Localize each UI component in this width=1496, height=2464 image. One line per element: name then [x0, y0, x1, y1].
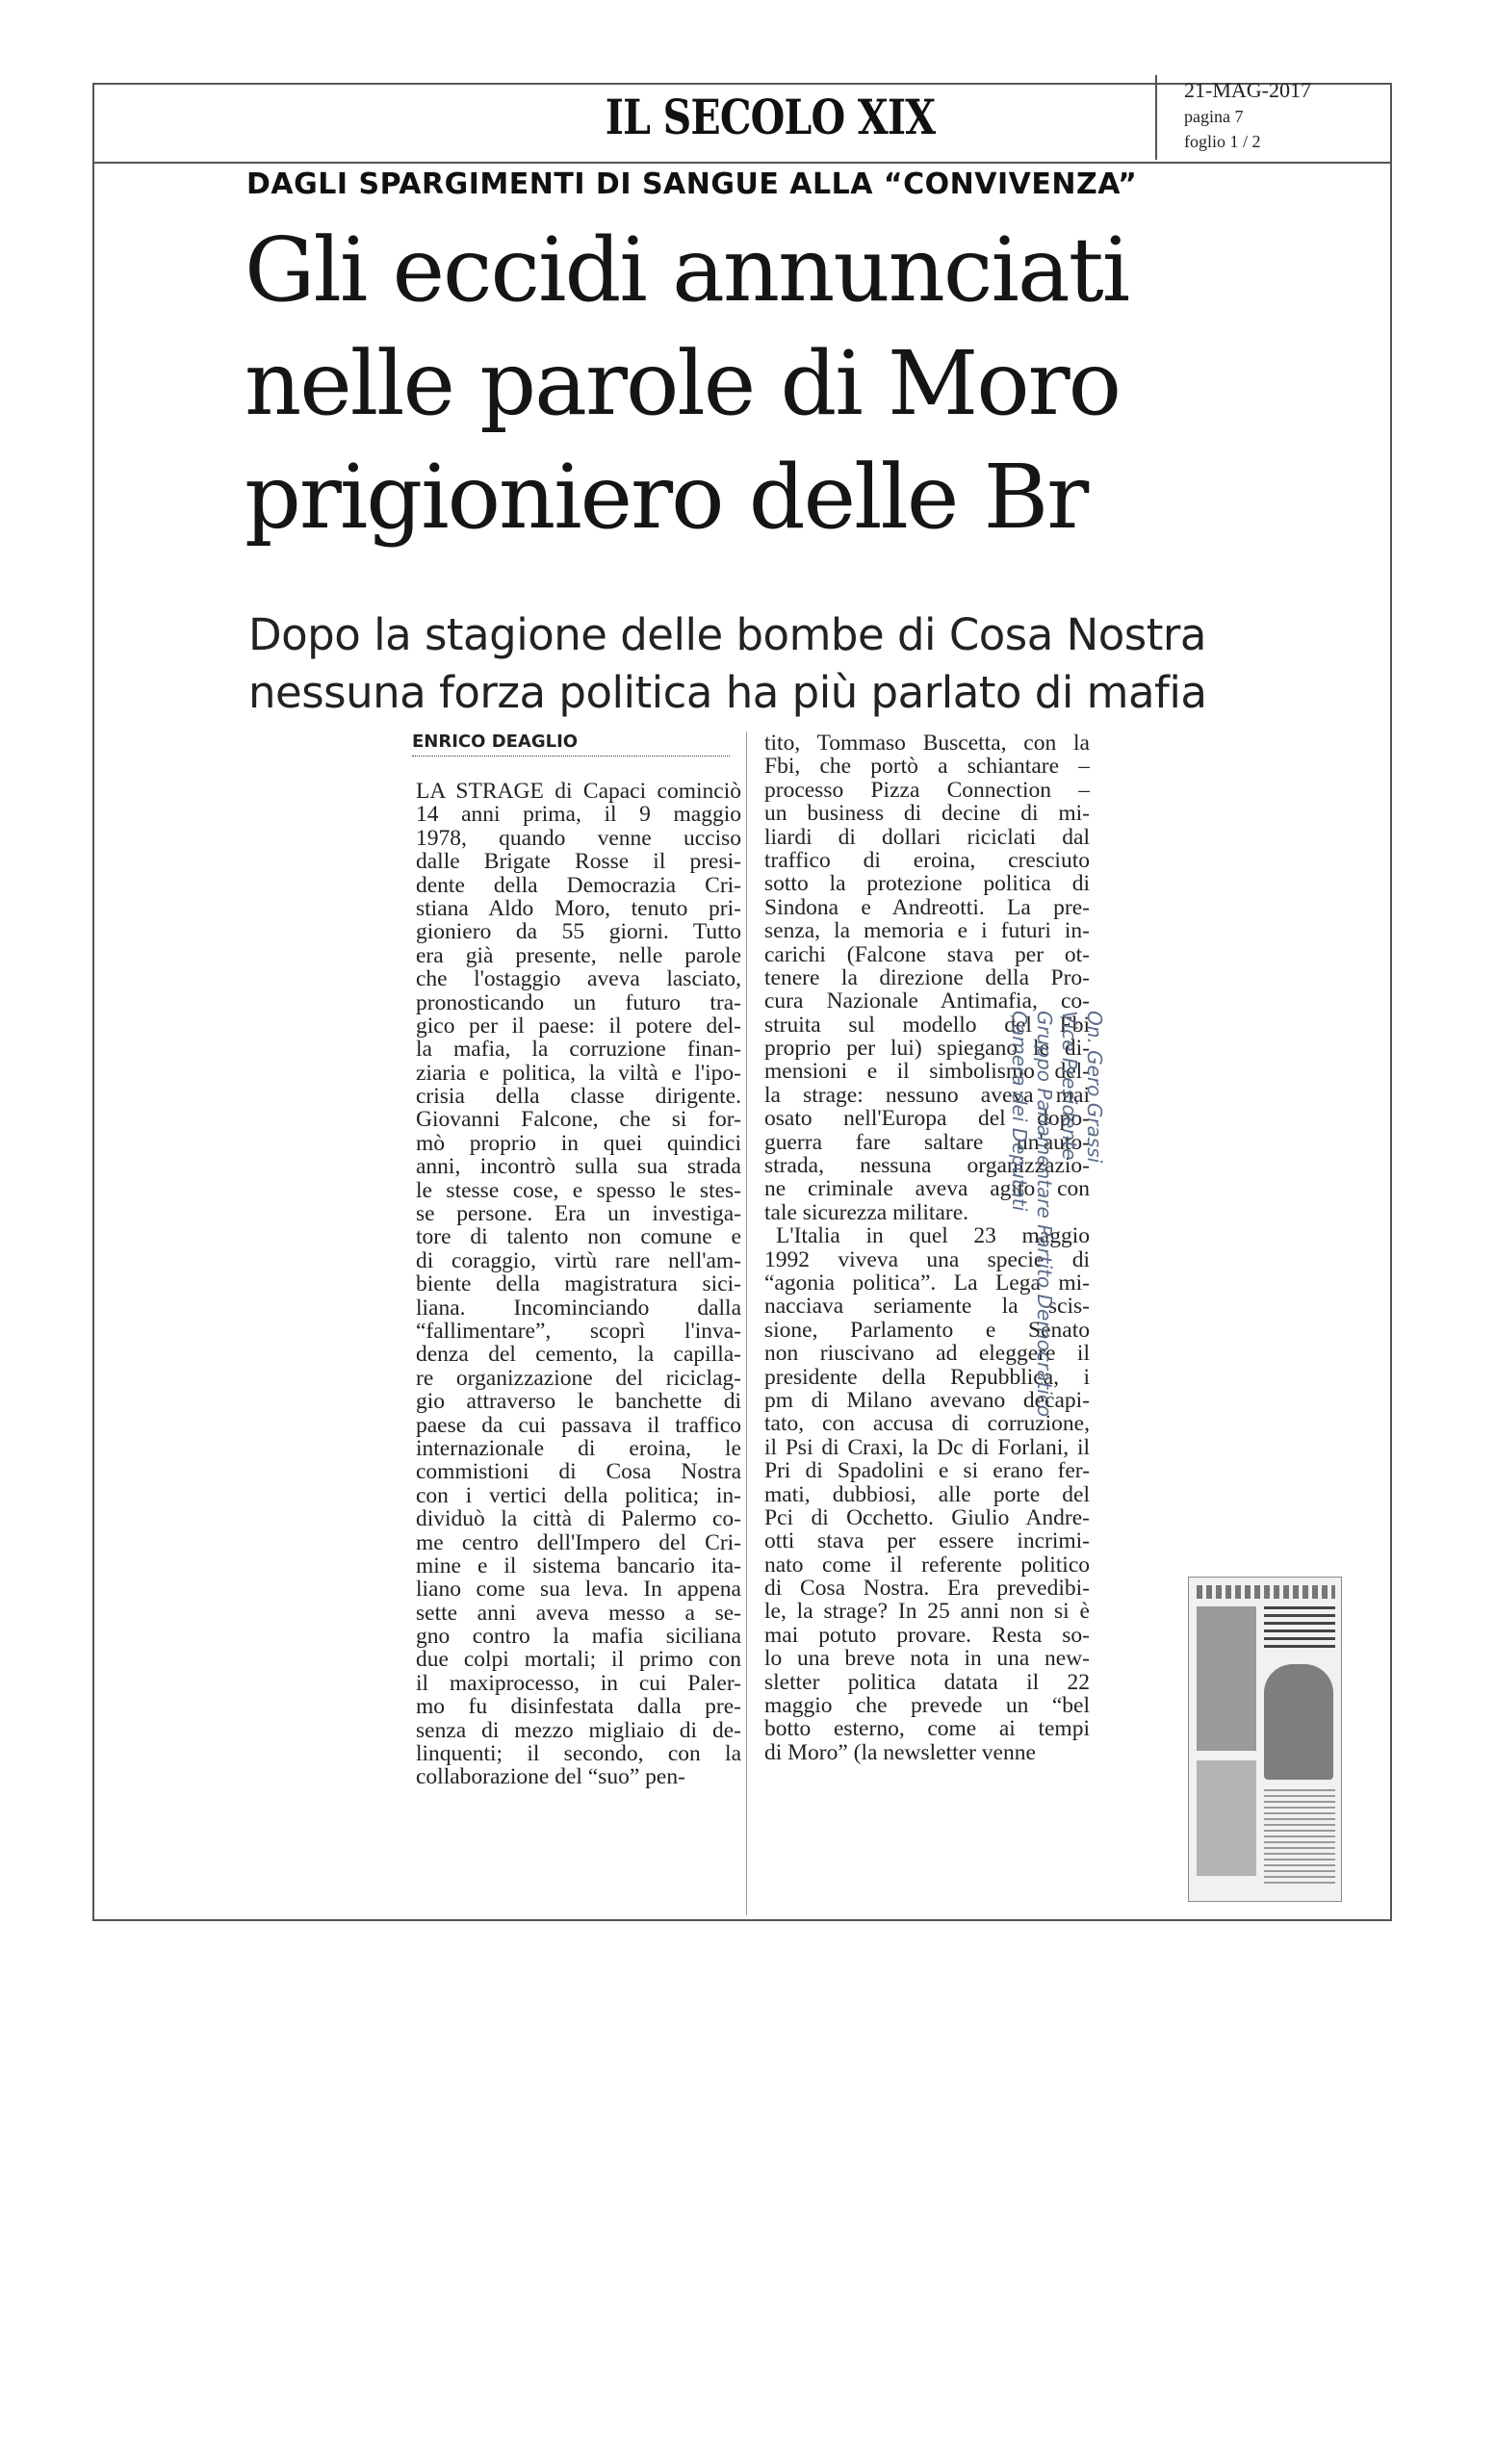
article-line: tato, con accusa di corruzione,: [764, 1412, 1090, 1436]
article-line: sletter politica datata il 22: [764, 1670, 1090, 1695]
subhead-line: Dopo la stagione delle bombe di Cosa Nostra: [248, 609, 1206, 660]
article-line: il Psi di Craxi, la Dc di Forlani, il: [764, 1435, 1090, 1460]
article-column-left: [416, 780, 741, 1789]
article-line: lo una breve nota in una new-: [764, 1647, 1090, 1671]
newspaper-masthead: IL SECOLO XIX: [605, 89, 936, 145]
article-line: liana. Incominciando dalla: [416, 1296, 741, 1320]
stamp-line: On. Gero Grassi: [1083, 1011, 1106, 1164]
article-line: di Cosa Nostra. Era prevedibi-: [764, 1577, 1090, 1601]
article-line: commistioni di Cosa Nostra: [416, 1460, 741, 1484]
thumbnail-portrait: [1264, 1664, 1333, 1780]
article-line: senza di mezzo migliaio di de-: [416, 1718, 741, 1743]
article-line: senza, la memoria e i futuri in-: [764, 919, 1090, 943]
thumbnail-header: [1197, 1585, 1335, 1599]
clipping-date: 21-MAG-2017: [1184, 78, 1311, 102]
article-line: tenere la direzione della Pro-: [764, 965, 1090, 990]
article-line: che l'ostaggio aveva lasciato,: [416, 967, 741, 991]
article-line: sette anni aveva messo a se-: [416, 1601, 741, 1626]
article-line: mo fu disinfestata dalla pre-: [416, 1695, 741, 1719]
article-line: di Moro” (la newsletter venne: [764, 1740, 1036, 1765]
article-line: maggio che prevede un “bel: [764, 1694, 1090, 1718]
article-line: otti stava per essere incrimi-: [764, 1529, 1090, 1553]
headline-line: Gli eccidi annunciati: [245, 218, 1129, 321]
article-line: le, la strage? In 25 anni non si è: [764, 1600, 1090, 1624]
article-line: biente della magistratura sici-: [416, 1272, 741, 1296]
article-line: guerra fare saltare un'auto-: [764, 1130, 1090, 1155]
article-line: sotto la protezione politica di: [764, 872, 1090, 896]
article-byline: ENRICO DEAGLIO: [412, 732, 730, 757]
thumbnail-text: [1264, 1789, 1335, 1886]
headline-line: nelle parole di Moro: [245, 332, 1120, 435]
article-line: struita sul modello del Fbi: [764, 1013, 1090, 1038]
article-line: carichi (Falcone stava per ot-: [764, 942, 1090, 966]
stamp-line: Gruppo Parlamentare Partito Democratico: [1033, 1011, 1056, 1418]
stamp-line: Vice Presidente: [1058, 1011, 1081, 1161]
thumbnail-photo: [1197, 1606, 1256, 1751]
article-line: la strage: nessuno aveva mai: [764, 1083, 1090, 1108]
article-line: 1992 viveva una specie di: [764, 1247, 1090, 1271]
article-line: mine e il sistema bancario ita-: [416, 1553, 741, 1578]
article-line: dividuò la città di Palermo co-: [416, 1507, 741, 1531]
article-line: nato come il referente politico: [764, 1553, 1090, 1578]
article-line: tale sicurezza militare.: [764, 1200, 969, 1225]
page-thumbnail: [1188, 1577, 1342, 1902]
article-line: se persone. Era un investiga-: [416, 1202, 741, 1226]
article-line: tore di talento non comune e: [416, 1225, 741, 1249]
article-line: anni, incontrò sulla sua strada: [416, 1155, 741, 1179]
clipping-meta: [1155, 75, 1328, 160]
masthead-rule: [92, 162, 1392, 164]
article-line: 1978, quando venne ucciso: [416, 826, 741, 851]
article-line: presidente della Repubblica, i: [764, 1365, 1090, 1389]
article-line: 14 anni prima, il 9 maggio: [416, 803, 741, 827]
article-line: gno contro la mafia siciliana: [416, 1625, 741, 1649]
article-line: tito, Tommaso Buscetta, con la: [764, 732, 1090, 756]
article-line: dalle Brigate Rosse il presi-: [416, 850, 741, 874]
article-line: non riuscivano ad eleggere il: [764, 1342, 1090, 1366]
headline-line: prigioniero delle Br: [245, 446, 1088, 549]
article-line: processo Pizza Connection –: [764, 778, 1090, 803]
article-line: mensioni e il simbolismo del-: [764, 1060, 1090, 1084]
column-divider: [746, 732, 747, 1915]
article-line: nacciava seriamente la scis-: [764, 1295, 1090, 1319]
article-line: strada, nessuna organizzazio-: [764, 1154, 1090, 1178]
article-line: paese da cui passava il traffico: [416, 1413, 741, 1437]
article-line: sione, Parlamento e Senato: [764, 1318, 1090, 1343]
article-line: stiana Aldo Moro, tenuto pri-: [416, 896, 741, 921]
article-line: me centro dell'Impero del Cri-: [416, 1530, 741, 1554]
article-line: pm di Milano avevano decapi-: [764, 1388, 1090, 1413]
article-line: due colpi mortali; il primo con: [416, 1648, 741, 1672]
stamp-line: Camera dei Deputati: [1008, 1011, 1031, 1212]
subhead-line: nessuna forza politica ha più parlato di mafia: [248, 667, 1207, 718]
article-line: dente della Democrazia Cri-: [416, 873, 741, 897]
article-line: la mafia, la corruzione finan-: [416, 1038, 741, 1062]
article-line: liano come sua leva. In appena: [416, 1578, 741, 1602]
article-line: L'Italia in quel 23 maggio: [776, 1224, 1090, 1248]
article-line: mò proprio in quei quindici: [416, 1131, 741, 1156]
article-line: “fallimentare”, scoprì l'inva-: [416, 1319, 741, 1344]
article-line: crisia della classe dirigente.: [416, 1085, 741, 1109]
article-line: linquenti; il secondo, con la: [416, 1742, 741, 1766]
article-subhead: [248, 606, 1307, 722]
article-line: mai potuto provare. Resta so-: [764, 1623, 1090, 1648]
article-line: di coraggio, virtù rare nell'am-: [416, 1248, 741, 1273]
article-line: le stesse cose, e spesso le stes-: [416, 1178, 741, 1203]
article-line: gio attraverso le banchette di: [416, 1390, 741, 1414]
article-line: cura Nazionale Antimafia, co-: [764, 989, 1090, 1014]
article-line: gioniero da 55 giorni. Tutto: [416, 920, 741, 944]
clipping-sheet: foglio 1 / 2: [1184, 132, 1261, 151]
article-kicker: DAGLI SPARGIMENTI DI SANGUE ALLA “CONVIVENZA”: [246, 167, 1138, 201]
article-line: Pri di Spadolini e si erano fer-: [764, 1459, 1090, 1483]
article-line: Sindona e Andreotti. La pre-: [764, 895, 1090, 920]
article-line: il maxiprocesso, in cui Paler-: [416, 1671, 741, 1696]
article-line: “agonia politica”. La Lega mi-: [764, 1270, 1090, 1296]
thumbnail-title: [1264, 1606, 1335, 1649]
article-line: mati, dubbiosi, alle porte del: [764, 1482, 1090, 1506]
article-line: osato nell'Europa del dopo-: [764, 1107, 1090, 1131]
article-line: con i vertici della politica; in-: [416, 1483, 741, 1508]
article-line: proprio per lui) spiegano le di-: [764, 1037, 1090, 1061]
article-line: liardi di dollari riciclati dal: [764, 825, 1090, 849]
article-headline: [245, 214, 1323, 554]
article-line: denza del cemento, la capilla-: [416, 1343, 741, 1367]
article-line: re organizzazione del riciclag-: [416, 1366, 741, 1391]
article-line: collaborazione del “suo” pen-: [416, 1765, 685, 1789]
article-line: Fbi, che portò a schiantare –: [764, 755, 1090, 779]
article-line: LA STRAGE di Capaci cominciò: [416, 780, 741, 804]
thumbnail-photo: [1197, 1760, 1256, 1876]
article-line: ziaria e politica, la viltà e l'ipo-: [416, 1061, 741, 1086]
article-line: internazionale di eroina, le: [416, 1436, 741, 1461]
article-line: gico per il paese: il potere del-: [416, 1014, 741, 1039]
article-line: pronosticando un futuro tra-: [416, 990, 741, 1014]
article-line: traffico di eroina, cresciuto: [764, 848, 1090, 873]
article-line: Pci di Occhetto. Giulio Andre-: [764, 1505, 1090, 1530]
article-line: un business di decine di mi-: [764, 802, 1090, 826]
article-line: Giovanni Falcone, che si for-: [416, 1108, 741, 1132]
deputy-stamp: [1001, 1011, 1107, 1418]
clipping-page: pagina 7: [1184, 107, 1244, 126]
article-line: ne criminale aveva agito con: [764, 1177, 1090, 1201]
article-line: era già presente, nelle parole: [416, 943, 741, 968]
article-line: botto esterno, come ai tempi: [764, 1717, 1090, 1741]
